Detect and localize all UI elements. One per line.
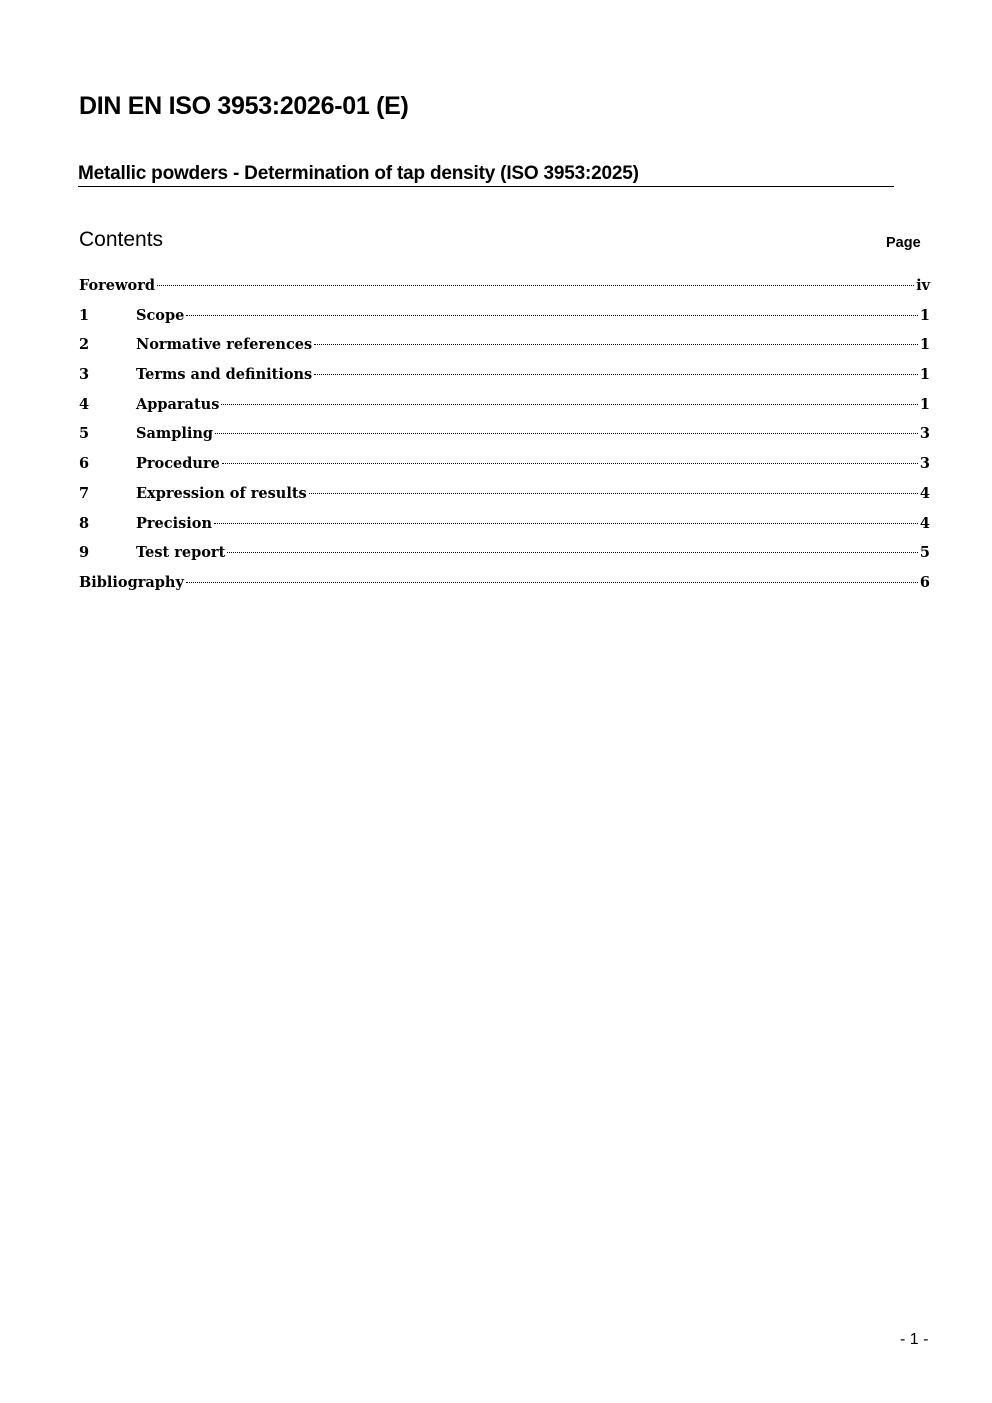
toc-dot-leader: [186, 315, 918, 316]
toc-entry-apparatus[interactable]: [79, 393, 930, 423]
toc-entry-precision[interactable]: [79, 512, 930, 542]
toc-entry-page: 3: [919, 455, 930, 473]
toc-entry-page: 1: [919, 366, 930, 384]
toc-entry-procedure[interactable]: [79, 452, 930, 482]
toc-entry-title: Bibliography: [79, 573, 184, 591]
toc-entry-sampling[interactable]: [79, 422, 930, 452]
toc-dot-leader: [186, 582, 918, 583]
toc-entry-test-report[interactable]: [79, 541, 930, 571]
toc-entry-number: 5: [79, 425, 90, 443]
toc-entry-title: Normative references: [136, 336, 313, 354]
toc-dot-leader: [215, 433, 918, 434]
toc-entry-expression-of-results[interactable]: [79, 482, 930, 512]
toc-entry-title: Sampling: [136, 425, 214, 443]
toc-entry-title: Apparatus: [136, 395, 220, 413]
toc-dot-leader: [214, 523, 918, 524]
toc-dot-leader: [222, 463, 918, 464]
toc-entry-page: 1: [919, 306, 930, 324]
toc-entry-page: 5: [919, 544, 930, 562]
toc-entry-terms-and-definitions[interactable]: [79, 363, 930, 393]
toc-entry-title: Expression of results: [136, 484, 307, 502]
toc-entry-page: 4: [919, 484, 930, 502]
contents-heading: Contents: [79, 228, 164, 251]
toc-entry-normative-references[interactable]: [79, 333, 930, 363]
toc-entry-number: 1: [79, 306, 90, 324]
toc-dot-leader: [227, 552, 918, 553]
toc-entry-title: Foreword: [79, 277, 155, 294]
toc-dot-leader: [314, 374, 918, 375]
toc-entry-page: 3: [919, 425, 930, 443]
toc-entry-number: 4: [79, 395, 90, 413]
toc-entry-number: 9: [79, 544, 90, 562]
toc-entry-number: 7: [79, 484, 90, 502]
toc-dot-leader: [314, 344, 918, 345]
toc-entry-scope[interactable]: [79, 304, 930, 334]
toc-entry-number: 8: [79, 514, 90, 532]
toc-entry-title: Scope: [136, 306, 185, 324]
document-subtitle: Metallic powders - Determination of tap density (ISO 3953:2025): [78, 163, 894, 187]
toc-entry-page: 1: [919, 395, 930, 413]
toc-entry-title: Precision: [136, 514, 212, 532]
toc-entry-title: Terms and definitions: [136, 366, 313, 384]
page-column-label: Page: [886, 235, 921, 251]
toc-dot-leader: [157, 285, 914, 286]
toc-entry-page: 1: [919, 336, 930, 354]
toc-entry-bibliography[interactable]: [79, 571, 930, 601]
toc-entry-foreword[interactable]: [79, 274, 930, 304]
toc-dot-leader: [221, 404, 918, 405]
toc-entry-title: Test report: [136, 544, 226, 562]
toc-entry-title: Procedure: [136, 455, 220, 473]
table-of-contents: [79, 274, 930, 601]
document-title: DIN EN ISO 3953:2026-01 (E): [79, 92, 409, 120]
toc-entry-page: 6: [919, 573, 930, 591]
page-number-footer: - 1 -: [900, 1331, 929, 1348]
toc-entry-number: 3: [79, 366, 90, 384]
toc-entry-number: 2: [79, 336, 90, 354]
toc-dot-leader: [309, 493, 918, 494]
toc-entry-page: 4: [919, 514, 930, 532]
toc-entry-number: 6: [79, 455, 90, 473]
toc-entry-page: iv: [916, 277, 930, 294]
